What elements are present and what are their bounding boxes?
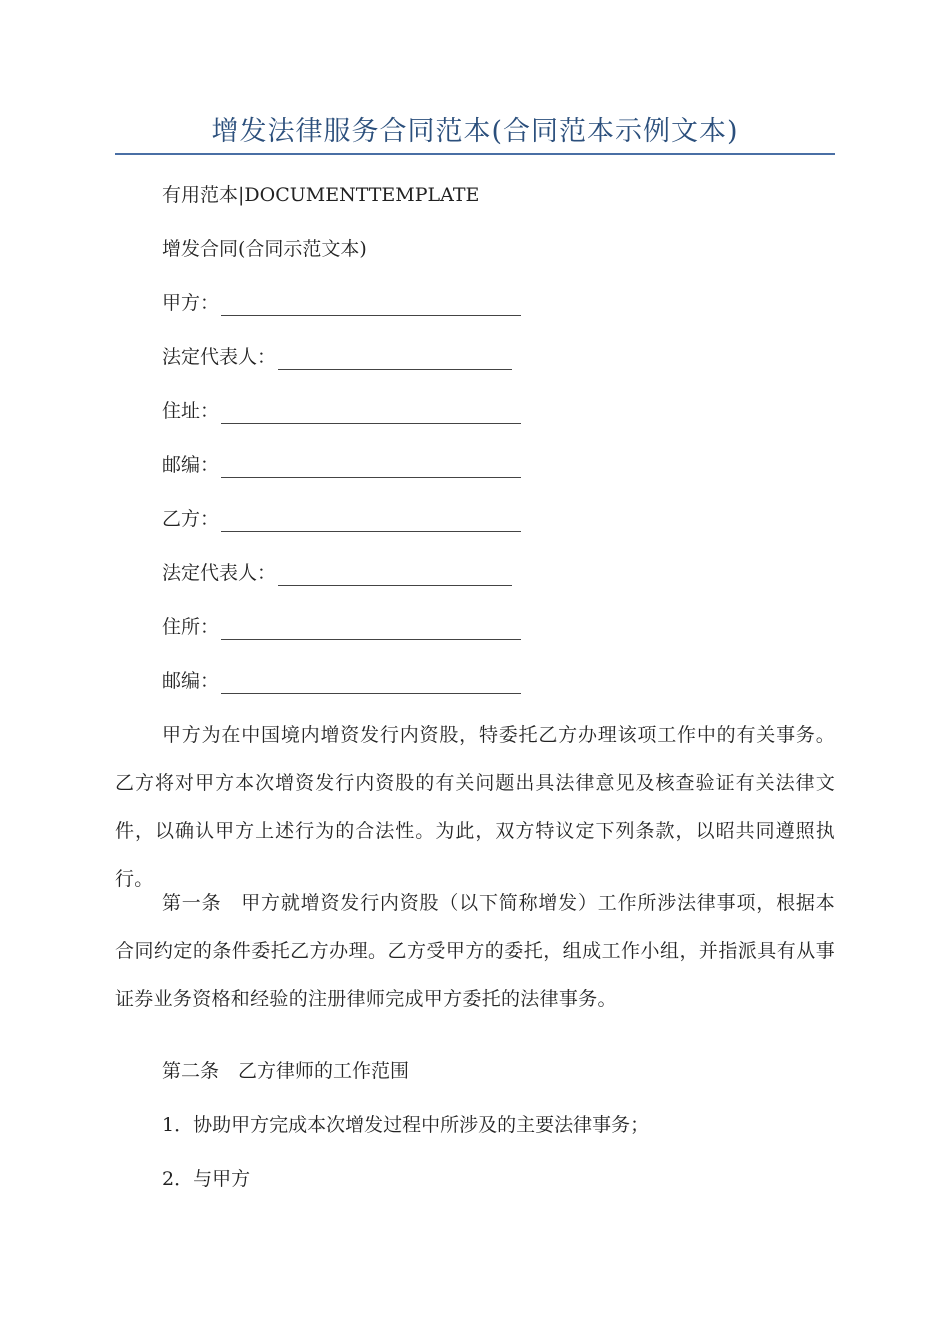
template-line: 有用范本|DOCUMENTTEMPLATE: [162, 184, 480, 206]
document-title: 增发法律服务合同范本(合同范本示例文本): [211, 116, 739, 147]
field-label: 甲方：: [162, 292, 220, 314]
postcode-b-field: [162, 668, 521, 694]
legal-rep-b-field: [162, 560, 512, 586]
title-underline: [115, 153, 835, 155]
field-label: 法定代表人：: [162, 346, 277, 368]
list-item-2: 2．与甲方: [162, 1168, 251, 1190]
contract-subtitle: 增发合同(合同示范文本): [162, 238, 367, 260]
field-label: 住址：: [162, 400, 220, 422]
postcode-a-field: [162, 452, 521, 478]
fill-in-blank[interactable]: [221, 675, 521, 694]
field-label: 乙方：: [162, 508, 220, 530]
list-item-1: 1．协助甲方完成本次增发过程中所涉及的主要法律事务；: [162, 1114, 650, 1136]
address-a-field: [162, 398, 521, 424]
fill-in-blank[interactable]: [221, 621, 521, 640]
field-label: 法定代表人：: [162, 562, 277, 584]
field-label: 邮编：: [162, 454, 220, 476]
fill-in-blank[interactable]: [278, 567, 512, 586]
article-2-heading: 第二条 乙方律师的工作范围: [162, 1060, 410, 1082]
legal-rep-a-field: [162, 344, 512, 370]
fill-in-blank[interactable]: [221, 513, 521, 532]
fill-in-blank[interactable]: [221, 405, 521, 424]
fill-in-blank[interactable]: [278, 351, 512, 370]
party-b-field: [162, 506, 521, 532]
party-a-field: [162, 290, 521, 316]
article-1-paragraph: 第一条 甲方就增资发行内资股（以下简称增发）工作所涉法律事项，根据本合同约定的条件委托乙方办理。乙方受甲方的委托，组成工作小组，并指派具有从事证券业务资格和经验的注册律师完成甲方委托的法律事务。: [115, 892, 835, 1010]
fill-in-blank[interactable]: [221, 297, 521, 316]
fill-in-blank[interactable]: [221, 459, 521, 478]
address-b-field: [162, 614, 521, 640]
intro-paragraph: 甲方为在中国境内增资发行内资股，特委托乙方办理该项工作中的有关事务。乙方将对甲方本次增资发行内资股的有关问题出具法律意见及核查验证有关法律文件，以确认甲方上述行为的合法性。为此，双方特议定下列条款，以昭共同遵照执行。: [115, 724, 835, 890]
field-label: 邮编：: [162, 670, 220, 692]
field-label: 住所：: [162, 616, 220, 638]
